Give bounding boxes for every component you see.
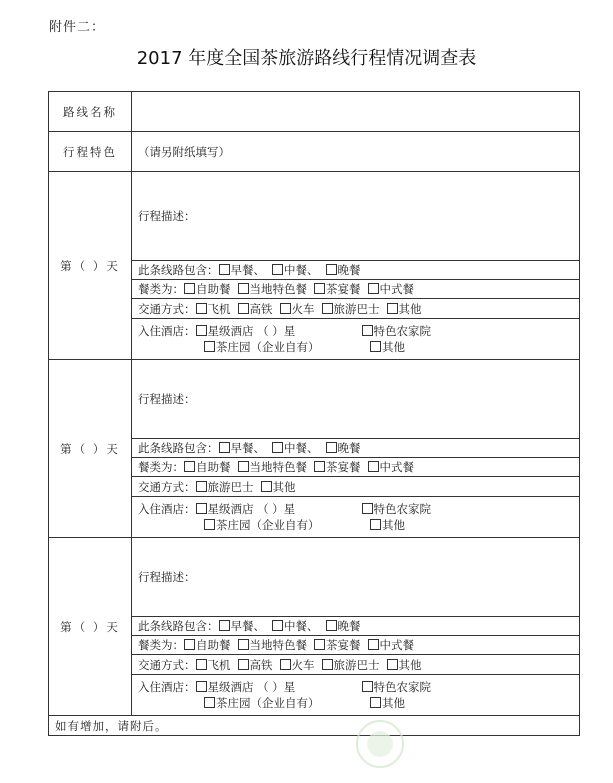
option-tour-bus: 旅游巴士: [333, 301, 380, 316]
day-1-hotel: [132, 319, 580, 360]
checkbox[interactable]: [196, 303, 207, 314]
day-1-meals: [132, 261, 580, 280]
option-breakfast: 早餐、: [230, 619, 265, 633]
checkbox[interactable]: [326, 442, 337, 453]
checkbox[interactable]: [326, 264, 337, 275]
checkbox[interactable]: [238, 303, 249, 314]
option-dinner: 晚餐: [337, 441, 361, 455]
option-buffet: 自助餐: [196, 638, 231, 652]
option-local-cuisine: 当地特色餐: [249, 282, 307, 296]
day-2-label: 第（ ）天: [49, 360, 132, 538]
transport-prefix: 交通方式：: [138, 479, 196, 494]
option-other: 其他: [398, 657, 422, 672]
checkbox[interactable]: [204, 697, 215, 708]
option-local-cuisine: 当地特色餐: [249, 460, 307, 474]
checkbox[interactable]: [370, 519, 381, 530]
checkbox[interactable]: [368, 283, 379, 294]
option-dinner: 晚餐: [337, 263, 361, 277]
checkbox[interactable]: [387, 659, 398, 670]
day-3-description[interactable]: [132, 538, 580, 617]
option-train: 火车: [291, 657, 315, 672]
option-breakfast: 早餐、: [230, 441, 265, 455]
checkbox[interactable]: [314, 283, 325, 294]
option-lunch: 中餐、: [284, 441, 319, 455]
meals-prefix: 此条线路包含：: [138, 263, 219, 277]
checkbox[interactable]: [184, 461, 195, 472]
option-tea-banquet: 茶宴餐: [326, 460, 361, 474]
feature-label: 行程特色: [49, 132, 132, 172]
checkbox[interactable]: [219, 620, 230, 631]
option-farmhouse: 特色农家院: [373, 324, 431, 338]
day-3-label: 第（ ）天: [49, 538, 132, 716]
option-tea-estate: 茶庄园（企业自有）: [216, 518, 320, 532]
hotel-prefix: 入住酒店：: [138, 502, 196, 516]
checkbox[interactable]: [238, 283, 249, 294]
option-other: 其他: [382, 518, 405, 532]
option-local-cuisine: 当地特色餐: [249, 638, 307, 652]
option-other: 其他: [398, 301, 422, 316]
checkbox[interactable]: [238, 461, 249, 472]
checkbox[interactable]: [368, 461, 379, 472]
checkbox[interactable]: [184, 283, 195, 294]
route-name-field[interactable]: [132, 92, 580, 132]
checkbox[interactable]: [238, 639, 249, 650]
checkbox[interactable]: [370, 697, 381, 708]
checkbox[interactable]: [204, 341, 215, 352]
checkbox[interactable]: [219, 442, 230, 453]
checkbox[interactable]: [387, 303, 398, 314]
checkbox[interactable]: [238, 659, 249, 670]
checkbox[interactable]: [362, 503, 373, 514]
watermark-logo-icon: [356, 720, 404, 768]
checkbox[interactable]: [196, 325, 207, 336]
meal-type-prefix: 餐类为：: [138, 282, 184, 296]
feature-hint: （请另附纸填写）: [138, 144, 230, 159]
route-name-label: 路线名称: [49, 92, 132, 132]
day-2-description[interactable]: [132, 360, 580, 439]
option-tour-bus: 旅游巴士: [333, 657, 380, 672]
option-chinese-meal: 中式餐: [379, 282, 414, 296]
option-tea-estate: 茶庄园（企业自有）: [216, 340, 320, 354]
option-buffet: 自助餐: [196, 460, 231, 474]
day-3-meals: [132, 617, 580, 636]
option-other: 其他: [382, 340, 405, 354]
checkbox[interactable]: [272, 442, 283, 453]
checkbox[interactable]: [280, 659, 291, 670]
hotel-prefix: 入住酒店：: [138, 324, 196, 338]
checkbox[interactable]: [184, 639, 195, 650]
option-dinner: 晚餐: [337, 619, 361, 633]
attachment-label: 附件二：: [49, 20, 106, 35]
option-tea-banquet: 茶宴餐: [326, 638, 361, 652]
description-label: 行程描述：: [138, 392, 196, 406]
transport-prefix: 交通方式：: [138, 657, 196, 672]
option-tea-estate: 茶庄园（企业自有）: [216, 696, 320, 710]
day-2-transport: [132, 477, 580, 497]
day-1-description[interactable]: [132, 172, 580, 261]
hotel-prefix: 入住酒店：: [138, 680, 196, 694]
option-other: 其他: [272, 479, 296, 494]
checkbox[interactable]: [196, 659, 207, 670]
day-3-transport: [132, 655, 580, 675]
option-tour-bus: 旅游巴士: [207, 479, 254, 494]
option-star-hotel: 星级酒店 （ ）星: [207, 324, 296, 338]
feature-field[interactable]: [132, 132, 580, 172]
transport-prefix: 交通方式：: [138, 301, 196, 316]
option-lunch: 中餐、: [284, 619, 319, 633]
day-3-meal-types: [132, 636, 580, 655]
day-1-meal-types: [132, 280, 580, 299]
option-farmhouse: 特色农家院: [373, 502, 431, 516]
checkbox[interactable]: [314, 639, 325, 650]
checkbox[interactable]: [362, 681, 373, 692]
option-high-speed-rail: 高铁: [249, 657, 273, 672]
option-farmhouse: 特色农家院: [373, 680, 431, 694]
survey-table: [48, 91, 580, 736]
option-lunch: 中餐、: [284, 263, 319, 277]
checkbox[interactable]: [280, 303, 291, 314]
option-tea-banquet: 茶宴餐: [326, 282, 361, 296]
option-star-hotel: 星级酒店 （ ）星: [207, 502, 296, 516]
option-other: 其他: [382, 696, 405, 710]
checkbox[interactable]: [322, 303, 333, 314]
day-1-transport: [132, 299, 580, 319]
page-title: 2017 年度全国茶旅游路线行程情况调查表: [136, 48, 477, 69]
day-2-meals: [132, 439, 580, 458]
description-label: 行程描述：: [138, 209, 196, 223]
option-breakfast: 早餐、: [230, 263, 265, 277]
checkbox[interactable]: [362, 325, 373, 336]
checkbox[interactable]: [326, 620, 337, 631]
option-star-hotel: 星级酒店 （ ）星: [207, 680, 296, 694]
meals-prefix: 此条线路包含：: [138, 441, 219, 455]
option-high-speed-rail: 高铁: [249, 301, 273, 316]
option-plane: 飞机: [207, 657, 231, 672]
day-1-label: 第（ ）天: [49, 172, 132, 360]
option-buffet: 自助餐: [196, 282, 231, 296]
checkbox[interactable]: [196, 503, 207, 514]
footer-note: 如有增加，请附后。: [49, 716, 580, 736]
checkbox[interactable]: [368, 639, 379, 650]
description-label: 行程描述：: [138, 570, 196, 584]
meal-type-prefix: 餐类为：: [138, 460, 184, 474]
day-2-hotel: [132, 497, 580, 538]
checkbox[interactable]: [196, 481, 207, 492]
option-chinese-meal: 中式餐: [379, 460, 414, 474]
checkbox[interactable]: [272, 620, 283, 631]
meal-type-prefix: 餐类为：: [138, 638, 184, 652]
option-chinese-meal: 中式餐: [379, 638, 414, 652]
meals-prefix: 此条线路包含：: [138, 619, 219, 633]
day-3-hotel: [132, 675, 580, 716]
checkbox[interactable]: [204, 519, 215, 530]
option-train: 火车: [291, 301, 315, 316]
checkbox[interactable]: [196, 681, 207, 692]
checkbox[interactable]: [219, 264, 230, 275]
checkbox[interactable]: [322, 659, 333, 670]
checkbox[interactable]: [272, 264, 283, 275]
day-2-meal-types: [132, 458, 580, 477]
checkbox[interactable]: [370, 341, 381, 352]
checkbox[interactable]: [261, 481, 272, 492]
checkbox[interactable]: [314, 461, 325, 472]
option-plane: 飞机: [207, 301, 231, 316]
